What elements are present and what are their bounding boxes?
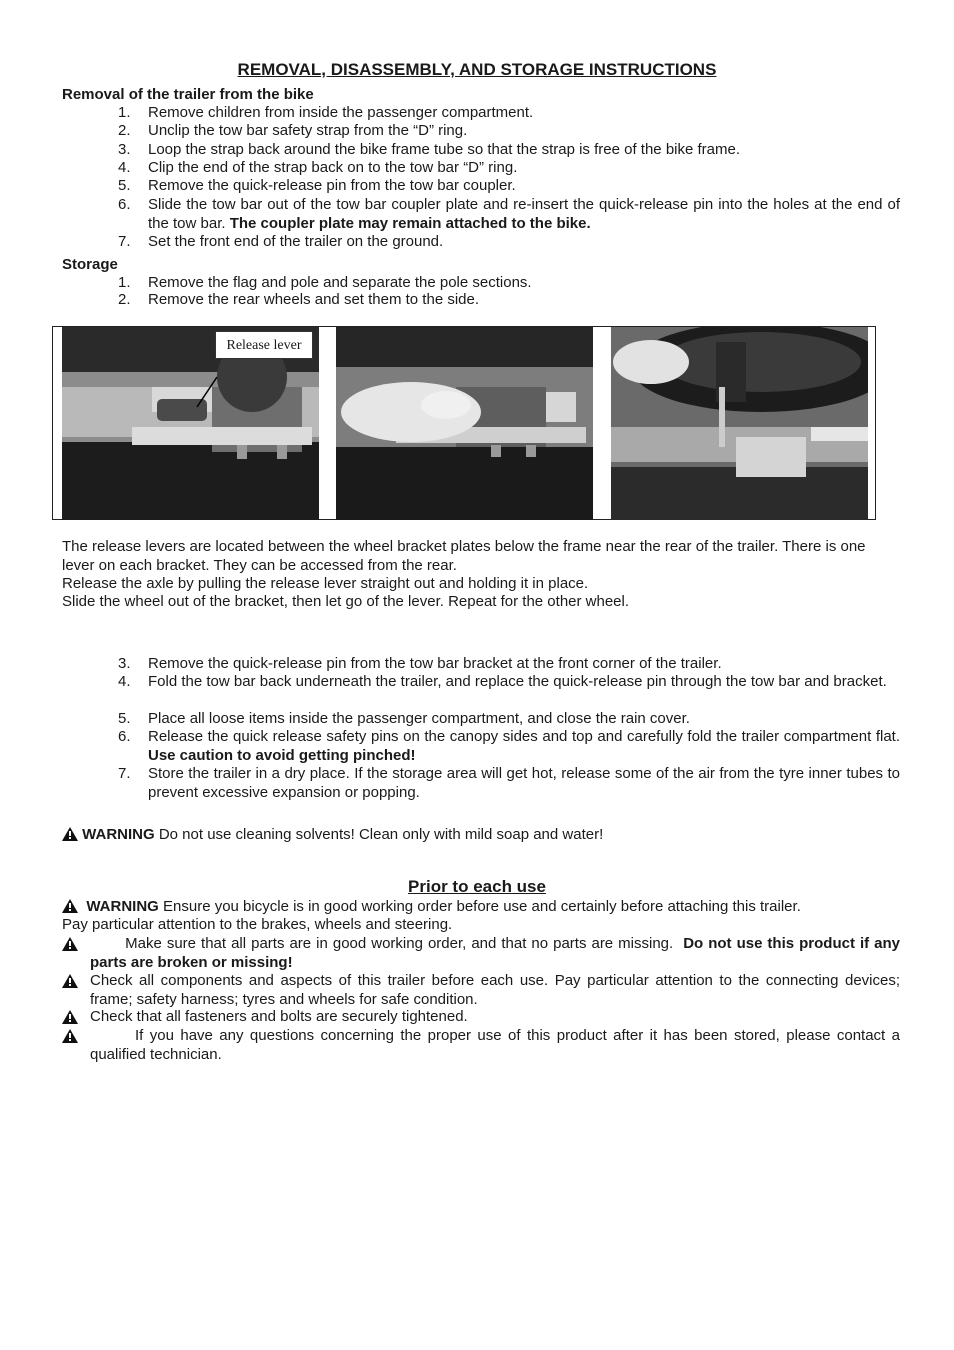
warning-icon — [62, 937, 78, 951]
list-item: 3. Loop the strap back around the bike frame tube so that the strap is free of the bike frame. — [118, 141, 741, 158]
page-title: REMOVAL, DISASSEMBLY, AND STORAGE INSTRUCTIONS — [237, 60, 717, 79]
prior-warning: WARNING Ensure you bicycle is in good working order before use and certainly before attaching this trailer. — [62, 898, 900, 917]
warning-icon — [62, 974, 78, 988]
list-item: 5. Place all loose items inside the passenger compartment, and close the rain cover. — [118, 710, 690, 727]
release-lever-callout: Release lever — [215, 331, 313, 359]
warning-icon — [62, 827, 78, 841]
list-item: 6. Release the quick release safety pins on the canopy sides and top and carefully fold the trailer compartment flat. Use caution to avoid getting pinched! — [118, 728, 900, 764]
warning-icon — [62, 899, 78, 913]
list-item: 2. Unclip the tow bar safety strap from the “D” ring. — [118, 122, 468, 139]
release-paragraph: The release levers are located between the wheel bracket plates below the frame near the rear of the trailer. There is one lever on each bracket. They can be accessed from the rear. — [62, 538, 866, 574]
list-item: 1. Remove children from inside the passenger compartment. — [118, 104, 534, 121]
list-item: 2. Remove the rear wheels and set them to the side. — [118, 291, 480, 308]
photo-pulling-lever — [336, 327, 593, 520]
prior-attention: Pay particular attention to the brakes, wheels and steering. — [62, 916, 453, 933]
warning-icon — [62, 1010, 78, 1024]
cleaning-warning: WARNING Do not use cleaning solvents! Clean only with mild soap and water! — [62, 826, 900, 845]
list-item: Check all components and aspects of this trailer before each use. Pay particular attention to the connecting devices; frame; safety harness; tyres and wheels for safe condition. — [62, 972, 900, 1009]
release-paragraph: Slide the wheel out of the bracket, then let go of the lever. Repeat for the other wheel. — [62, 593, 630, 610]
list-item: Check that all fasteners and bolts are securely tightened. — [62, 1008, 900, 1027]
list-item: 1. Remove the flag and pole and separate the pole sections. — [118, 274, 532, 291]
removal-heading: Removal of the trailer from the bike — [62, 86, 314, 103]
storage-heading: Storage — [62, 256, 118, 273]
list-item: 6. Slide the tow bar out of the tow bar coupler plate and re-insert the quick-release pin into the holes at the end of the tow bar. The coupler plate may remain attached to the bike. — [118, 196, 900, 232]
photo-figure — [52, 326, 876, 520]
list-item: If you have any questions concerning the proper use of this product after it has been stored, please contact a qualified technician. — [62, 1027, 900, 1064]
list-item: 5. Remove the quick-release pin from the tow bar coupler. — [118, 177, 516, 194]
list-item: 4. Fold the tow bar back underneath the trailer, and replace the quick-release pin through the tow bar and bracket. — [118, 673, 887, 690]
warning-icon — [62, 1029, 78, 1043]
release-paragraph: Release the axle by pulling the release lever straight out and holding it in place. — [62, 575, 589, 592]
list-item: Make sure that all parts are in good working order, and that no parts are missing. Do not use this product if any parts are broken or missing! — [62, 935, 900, 972]
photo-wheel-removal — [611, 327, 868, 520]
list-item: 7. Set the front end of the trailer on the ground. — [118, 233, 444, 250]
list-item: 4. Clip the end of the strap back on to the tow bar “D” ring. — [118, 159, 518, 176]
prior-heading: Prior to each use — [408, 877, 546, 896]
list-item: 7. Store the trailer in a dry place. If the storage area will get hot, release some of the air from the tyre inner tubes to prevent excessive expansion or popping. — [118, 765, 900, 801]
list-item: 3. Remove the quick-release pin from the tow bar bracket at the front corner of the trailer. — [118, 655, 722, 672]
